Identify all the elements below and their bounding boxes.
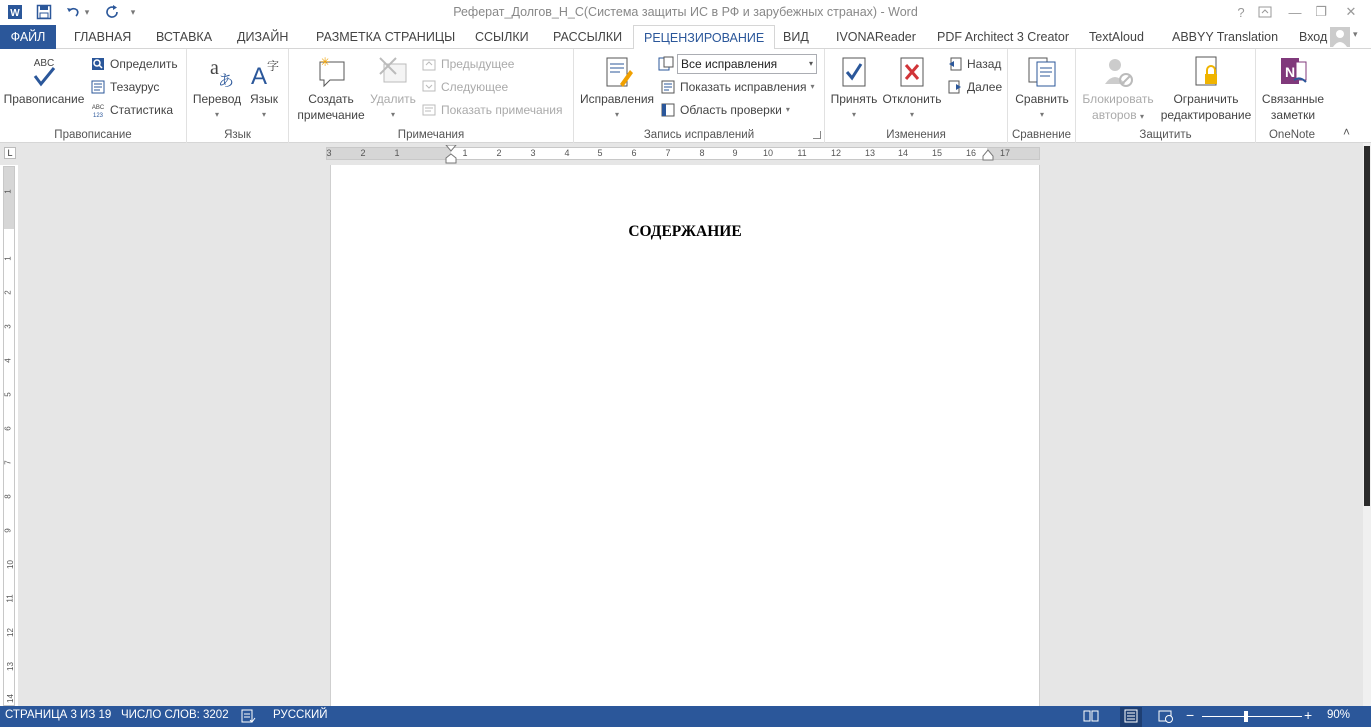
spelling-button[interactable]: [2, 53, 86, 107]
word-count-label: Статистика: [110, 103, 174, 117]
ruler-tick: 17: [999, 148, 1011, 158]
group-changes: [825, 49, 1008, 143]
ruler-tick: 4: [3, 358, 13, 363]
svg-text:N: N: [1284, 64, 1296, 80]
tab-pdf-architect[interactable]: PDF Architect 3 Creator: [937, 30, 1069, 44]
ruler-tick: 16: [965, 148, 977, 158]
reviewing-pane-icon: [660, 102, 676, 118]
group-changes-label: Изменения: [886, 129, 946, 141]
ruler-tick: 13: [864, 148, 876, 158]
ruler-tick: 12: [5, 628, 15, 637]
define-button[interactable]: [90, 54, 178, 74]
word-count[interactable]: ЧИСЛО СЛОВ: 3202: [121, 709, 229, 721]
collapse-ribbon-icon[interactable]: ˄: [1343, 125, 1351, 139]
ruler-tick: 11: [797, 148, 807, 158]
new-comment-label-2: примечание: [297, 108, 365, 122]
tab-design[interactable]: ДИЗАЙН: [237, 30, 289, 44]
ruler-tick: 14: [5, 694, 15, 703]
restore-button[interactable]: ❐: [1315, 4, 1327, 19]
ruler-tick: 10: [762, 148, 774, 158]
ruler-tick: 6: [631, 148, 637, 158]
show-markup-button[interactable]: Показать исправления ▾: [660, 77, 815, 97]
avatar[interactable]: [1330, 27, 1350, 47]
next-comment-label: Следующее: [441, 80, 509, 94]
show-markup-label: Показать исправления: [680, 80, 807, 94]
previous-comment-label: Предыдущее: [441, 57, 515, 71]
horizontal-ruler[interactable]: [326, 147, 1040, 160]
block-authors-label-2: авторов: [1092, 108, 1137, 122]
translate-icon: [191, 53, 243, 91]
compare-icon: [1012, 53, 1072, 91]
new-comment-label-1: Создать: [308, 92, 354, 106]
group-tracking: [574, 49, 825, 143]
previous-change-label: Назад: [967, 57, 1002, 71]
reject-icon: [881, 53, 943, 91]
ruler-left-margin: [327, 148, 451, 159]
accept-label: Принять: [830, 92, 878, 106]
page-count[interactable]: СТРАНИЦА 3 ИЗ 19: [5, 709, 112, 721]
previous-change-button[interactable]: [947, 54, 1001, 74]
ruler-tick: 6: [3, 426, 13, 431]
tab-selector[interactable]: L: [4, 147, 16, 159]
signin-link[interactable]: Вход: [1299, 30, 1328, 44]
vertical-scrollbar[interactable]: [1363, 143, 1371, 706]
status-bar: [0, 706, 1371, 727]
ruler-tick: 12: [830, 148, 842, 158]
restrict-editing-button[interactable]: [1160, 53, 1252, 123]
tab-references[interactable]: ССЫЛКИ: [475, 30, 529, 44]
previous-comment-button[interactable]: [421, 54, 514, 74]
thesaurus-button[interactable]: [90, 77, 159, 97]
scrollbar-thumb[interactable]: [1364, 146, 1370, 506]
reviewing-pane-button[interactable]: Область проверки ▾: [660, 100, 790, 120]
account-dropdown-icon[interactable]: ▾: [1353, 29, 1358, 39]
ruler-tick: 8: [3, 494, 13, 499]
track-changes-icon: [578, 53, 656, 91]
display-for-review: [658, 54, 817, 74]
ruler-tick: 15: [931, 148, 943, 158]
spelling-label: Правописание: [3, 92, 85, 106]
svg-text:ABC: ABC: [33, 58, 55, 69]
svg-text:A: A: [251, 63, 268, 90]
chevron-down-icon: ▾: [808, 59, 813, 68]
svg-text:✳: ✳: [320, 55, 331, 69]
first-line-indent-marker[interactable]: [445, 145, 457, 165]
title-bar: [0, 0, 1371, 25]
group-protect: [1076, 49, 1256, 143]
display-for-review-icon: [658, 56, 674, 72]
new-comment-button[interactable]: [293, 53, 369, 123]
tab-layout[interactable]: РАЗМЕТКА СТРАНИЦЫ: [316, 30, 456, 44]
ruler-tick: 7: [3, 460, 13, 465]
ruler-tick: 3: [326, 148, 332, 158]
ruler-tick: 5: [3, 392, 13, 397]
block-authors-label-1: Блокировать: [1082, 92, 1154, 106]
print-layout-icon[interactable]: [1120, 707, 1142, 727]
compare-button[interactable]: Сравнить ▾: [1012, 53, 1072, 123]
next-comment-button[interactable]: [421, 77, 508, 97]
svg-text:W: W: [10, 8, 20, 19]
linked-notes-label-1: Связанные: [1261, 92, 1325, 106]
next-change-button[interactable]: [947, 77, 1002, 97]
word-count-button[interactable]: [90, 100, 173, 120]
linked-notes-label-2: заметки: [1270, 108, 1316, 122]
ruler-tick: 2: [360, 148, 366, 158]
ruler-tick: 7: [665, 148, 671, 158]
undo-dropdown-icon[interactable]: ▾: [84, 6, 90, 17]
delete-comment-label: Удалить: [370, 92, 416, 106]
ruler-tick: 1: [3, 256, 13, 261]
group-comments-label: Примечания: [397, 129, 465, 141]
zoom-slider-thumb[interactable]: [1244, 711, 1248, 722]
ribbon-review: [0, 49, 1371, 143]
next-change-icon: [947, 79, 963, 95]
tab-insert[interactable]: ВСТАВКА: [156, 30, 213, 44]
tab-textaloud[interactable]: TextAloud: [1089, 30, 1144, 44]
tab-file[interactable]: ФАЙЛ: [0, 25, 56, 49]
tab-abbyy[interactable]: ABBYY Translation: [1172, 30, 1279, 44]
show-comments-icon: [421, 102, 437, 118]
thesaurus-label: Тезаурус: [110, 80, 160, 94]
document-page[interactable]: [330, 165, 1040, 706]
group-compare-label: Сравнение: [1011, 129, 1072, 141]
group-comments: [289, 49, 574, 143]
ruler-tick: 4: [564, 148, 570, 158]
tab-view[interactable]: ВИД: [783, 30, 809, 44]
linked-notes-button[interactable]: [1258, 53, 1328, 123]
toc-heading: СОДЕРЖАНИЕ: [628, 223, 742, 240]
accept-button[interactable]: Принять ▾: [827, 53, 881, 123]
svg-text:123: 123: [92, 113, 104, 118]
ruler-right-margin: [987, 148, 1039, 159]
restrict-editing-label-1: Ограничить: [1173, 92, 1239, 106]
define-icon: [90, 56, 106, 72]
ruler-tick: 1: [394, 148, 400, 158]
new-comment-icon: [293, 53, 369, 91]
track-changes-label: Исправления: [579, 92, 655, 106]
svg-text:a: a: [210, 57, 219, 79]
ribbon-tabs: [0, 25, 1371, 49]
read-mode-icon[interactable]: [1083, 708, 1099, 727]
web-layout-icon[interactable]: [1158, 708, 1174, 727]
language-icon: [243, 53, 285, 91]
customize-qat-icon[interactable]: ▾: [130, 6, 136, 17]
tab-review[interactable]: РЕЦЕНЗИРОВАНИЕ: [633, 25, 775, 50]
ribbon-display-options-icon[interactable]: [1254, 2, 1276, 22]
group-proofing: [0, 49, 187, 143]
ruler-tick: 13: [5, 662, 15, 671]
accept-icon: [827, 53, 881, 91]
group-language-label: Язык: [224, 129, 251, 141]
ruler-tick: 1: [3, 189, 13, 194]
language-button[interactable]: A 字 Язык ▾: [243, 53, 285, 123]
restrict-editing-label-2: редактирование: [1160, 108, 1252, 122]
language-status[interactable]: РУССКИЙ: [273, 709, 328, 721]
ruler-tick: 10: [5, 560, 15, 569]
restrict-editing-icon: [1160, 53, 1252, 91]
tab-home[interactable]: ГЛАВНАЯ: [74, 30, 132, 44]
markup-select[interactable]: [677, 54, 817, 74]
group-protect-label: Защитить: [1139, 129, 1192, 141]
proofing-status-icon[interactable]: [240, 708, 256, 727]
zoom-slider[interactable]: [1202, 716, 1302, 717]
compare-label: Сравнить: [1015, 92, 1069, 106]
spelling-check-icon: [2, 53, 86, 91]
ruler-tick: 8: [699, 148, 705, 158]
delete-comment-button[interactable]: Удалить ▾: [367, 53, 419, 123]
zoom-level[interactable]: 90%: [1327, 709, 1351, 721]
translate-label: Перевод: [192, 92, 242, 106]
group-onenote-label: OneNote: [1268, 129, 1316, 141]
right-indent-marker[interactable]: [982, 148, 994, 162]
previous-change-icon: [947, 56, 963, 72]
close-button[interactable]: ✕: [1345, 4, 1357, 19]
ruler-tick: 3: [530, 148, 536, 158]
ruler-tick: 11: [5, 594, 15, 603]
ruler-tick: 1: [462, 148, 468, 158]
reject-button[interactable]: Отклонить ▾: [881, 53, 943, 123]
define-label: Определить: [110, 57, 178, 71]
svg-text:字: 字: [267, 59, 280, 73]
show-comments-button[interactable]: [421, 100, 563, 120]
ruler-tick: 9: [732, 148, 738, 158]
word-count-icon: [90, 102, 106, 118]
show-markup-icon: [660, 79, 676, 95]
thesaurus-icon: [90, 79, 106, 95]
group-tracking-label: Запись исправлений: [643, 129, 755, 141]
next-comment-icon: [421, 79, 437, 95]
tab-ivonareader[interactable]: IVONAReader: [836, 30, 916, 44]
svg-text:あ: あ: [218, 73, 234, 90]
group-compare: [1008, 49, 1076, 143]
ruler-tick: 9: [3, 528, 13, 533]
block-authors-button[interactable]: Блокировать авторов ▾: [1078, 53, 1158, 125]
minimize-button[interactable]: —: [1288, 4, 1302, 20]
ruler-tick: 5: [597, 148, 603, 158]
ruler-tick: 3: [3, 324, 13, 329]
delete-comment-icon: [367, 53, 419, 91]
ruler-tick: 14: [897, 148, 909, 158]
reviewing-pane-label: Область проверки: [680, 103, 782, 117]
next-change-label: Далее: [967, 80, 1003, 94]
show-comments-label: Показать примечания: [441, 103, 563, 117]
window-title: Реферат_Долгов_Н_С(Система защиты ИС в РФ и зарубежных странах) - Word: [453, 5, 918, 19]
language-label: Язык: [249, 92, 279, 106]
previous-comment-icon: [421, 56, 437, 72]
group-proofing-label: Правописание: [54, 129, 132, 141]
ruler-bar: [0, 143, 1371, 165]
translate-button[interactable]: a あ Перевод ▾: [191, 53, 243, 123]
vertical-ruler[interactable]: [3, 166, 15, 706]
onenote-icon: [1258, 53, 1328, 91]
tab-mailings[interactable]: РАССЫЛКИ: [553, 30, 623, 44]
track-changes-button[interactable]: Исправления ▾: [578, 53, 656, 123]
markup-select-value: Все исправления: [681, 57, 778, 71]
group-onenote: [1256, 49, 1328, 143]
zoom-out-button[interactable]: −: [1186, 707, 1195, 723]
group-language: [187, 49, 289, 143]
document-canvas: [18, 165, 1363, 706]
ruler-tick: 2: [496, 148, 502, 158]
svg-text:ABC: ABC: [91, 105, 105, 111]
ruler-tick: 2: [3, 290, 13, 295]
block-authors-icon: [1078, 53, 1158, 91]
reject-label: Отклонить: [882, 92, 942, 106]
help-button[interactable]: ?: [1237, 4, 1245, 20]
zoom-in-button[interactable]: +: [1304, 707, 1313, 723]
